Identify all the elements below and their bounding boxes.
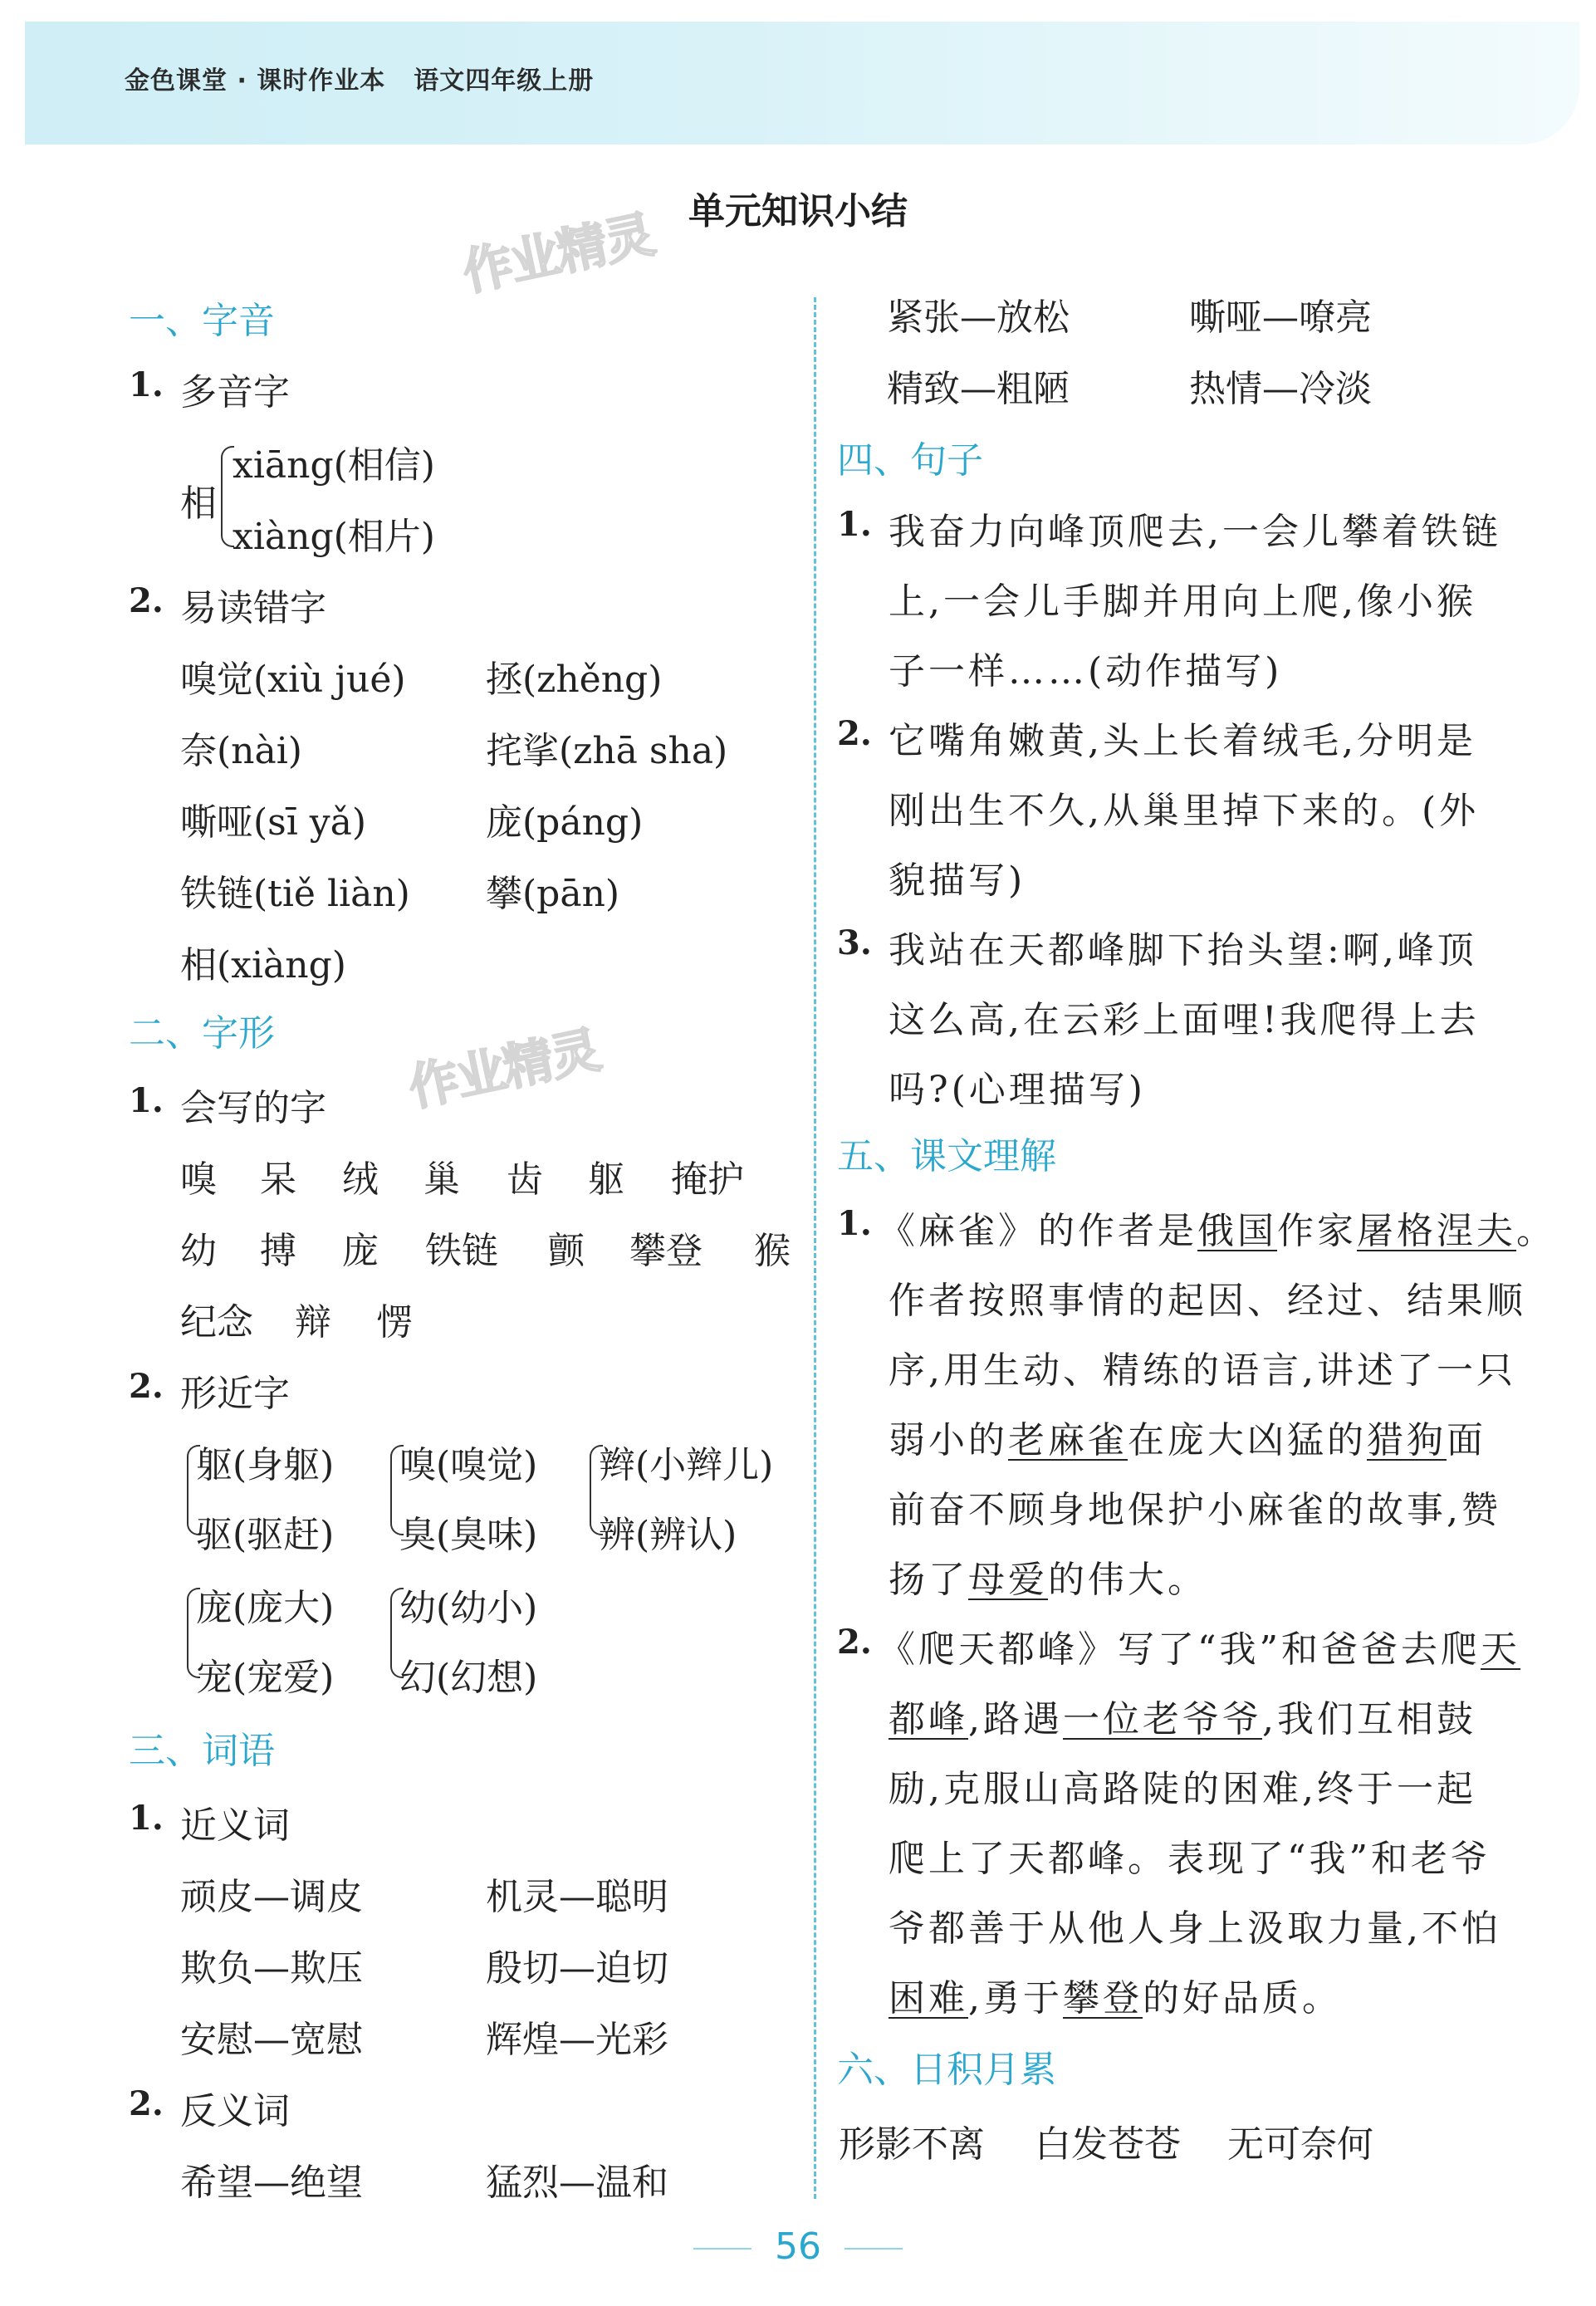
sentence-line: 它嘴角嫩黄,头上长着绒毛,分明是 — [889, 720, 1476, 762]
page-title: 单元知识小结 — [688, 190, 908, 233]
antonym-pair: 希望—绝望 — [180, 2162, 363, 2204]
paragraph-number: 2. — [837, 1623, 872, 1662]
answer-blank: 屠格涅夫 — [1357, 1210, 1516, 1252]
paragraph-line: 爷都善于从他人身上汲取力量,不怕 — [889, 1907, 1501, 1950]
sentence-number: 3. — [837, 923, 872, 962]
sentence-line: 貌描写) — [889, 859, 1026, 902]
paragraph-line: 爬上了天都峰。表现了“我”和老爷 — [889, 1838, 1491, 1880]
similar-char: 庞(庞大) — [196, 1587, 335, 1629]
char: 躯 — [588, 1158, 624, 1201]
char: 铁链 — [425, 1230, 498, 1272]
page-footer — [0, 2225, 1596, 2268]
word-pinyin: 嗅觉(xiù jué) — [180, 659, 406, 701]
antonym-pair: 嘶哑—嘹亮 — [1189, 296, 1372, 339]
word-pinyin: 拯(zhěng) — [486, 659, 663, 701]
word-pinyin: 嘶哑(sī yǎ) — [180, 801, 367, 844]
char: 齿 — [507, 1158, 543, 1201]
char: 愣 — [376, 1301, 413, 1344]
similar-char: 嗅(嗅觉) — [399, 1444, 538, 1486]
watermark-top: 作业精灵 — [458, 205, 658, 303]
header-text — [125, 60, 594, 96]
sentence-line: 子一样……(动作描写) — [889, 650, 1283, 693]
char: 搏 — [260, 1230, 296, 1272]
word-pinyin: 奈(nài) — [180, 730, 302, 772]
item-label: 形近字 — [180, 1373, 290, 1415]
paragraph-line: 《爬天都峰》写了“我”和爸爸去爬天 — [879, 1628, 1520, 1671]
synonym-pair: 欺负—欺压 — [180, 1947, 363, 1990]
antonym-pair: 精致—粗陋 — [887, 368, 1070, 410]
sentence-number: 1. — [837, 505, 872, 544]
header-book: 语文四年级上册 — [414, 66, 595, 95]
answer-blank: 困难 — [889, 1977, 968, 2020]
item-label: 近义词 — [180, 1804, 290, 1847]
char: 猴 — [754, 1230, 791, 1272]
header-series: 金色课堂 · 课时作业本 — [125, 66, 386, 95]
char: 掩护 — [671, 1158, 744, 1201]
char: 庞 — [342, 1230, 379, 1272]
paragraph-number: 1. — [837, 1204, 872, 1243]
char: 颤 — [548, 1230, 585, 1272]
word-pinyin: 挓挲(zhā sha) — [486, 730, 728, 772]
item-label: 会写的字 — [180, 1087, 326, 1129]
paragraph-line: 都峰,路遇一位老爷爷,我们互相鼓 — [889, 1698, 1476, 1741]
sentence-line: 吗?(心理描写) — [889, 1069, 1146, 1111]
synonym-pair: 顽皮—调皮 — [180, 1876, 363, 1918]
similar-char: 辨(辨认) — [599, 1514, 737, 1556]
polyphone-reading-1: xiāng(相信) — [233, 444, 435, 487]
antonym-pair: 紧张—放松 — [887, 296, 1070, 339]
item-label: 易读错字 — [180, 587, 326, 629]
sentence-line: 这么高,在云彩上面哩!我爬得上去 — [889, 999, 1480, 1041]
char: 呆 — [260, 1158, 296, 1201]
synonym-pair: 殷切—迫切 — [486, 1947, 668, 1990]
item-number: 2. — [129, 581, 164, 620]
sentence-line: 上,一会儿手脚并用向上爬,像小猴 — [889, 580, 1476, 623]
footer-rule — [693, 2248, 751, 2250]
sentence-line: 刚出生不久,从巢里掉下来的。(外 — [889, 790, 1480, 832]
similar-char: 辫(小辫儿) — [599, 1444, 774, 1486]
paragraph-line: 困难,勇于攀登的好品质。 — [889, 1977, 1342, 2020]
paragraph-line: 扬了母爱的伟大。 — [889, 1559, 1207, 1601]
answer-blank: 都峰 — [889, 1698, 968, 1741]
section-title-glyphs: 二、字形 — [129, 1012, 275, 1055]
paragraph-line: 序,用生动、精练的语言,讲述了一只 — [889, 1349, 1516, 1392]
answer-blank: 俄国 — [1197, 1210, 1277, 1252]
char: 巢 — [423, 1158, 460, 1201]
section-title-pronunciation: 一、字音 — [129, 300, 275, 342]
section-title-accumulation: 六、日积月累 — [837, 2049, 1056, 2091]
paragraph-line: 前奋不顾身地保护小麻雀的故事,赞 — [889, 1489, 1501, 1531]
polyphone-char: 相 — [180, 482, 217, 525]
answer-blank: 攀登 — [1063, 1977, 1143, 2020]
item-number: 1. — [129, 1799, 164, 1838]
paragraph-line: 弱小的老麻雀在庞大凶猛的猎狗面 — [889, 1419, 1486, 1461]
word-pinyin: 攀(pān) — [486, 873, 620, 915]
synonym-pair: 安慰—宽慰 — [180, 2019, 363, 2061]
char: 攀登 — [629, 1230, 703, 1272]
answer-blank: 一位老爷爷 — [1063, 1698, 1262, 1741]
char: 幼 — [180, 1230, 217, 1272]
paragraph-line: 励,克服山高路陡的困难,终于一起 — [889, 1768, 1476, 1810]
word-pinyin: 相(xiàng) — [180, 944, 346, 987]
similar-char: 幼(幼小) — [399, 1587, 538, 1629]
similar-char: 臭(臭味) — [399, 1514, 538, 1556]
item-label: 多音字 — [180, 371, 290, 414]
char: 纪念 — [180, 1301, 253, 1344]
idiom: 形影不离 — [839, 2123, 985, 2166]
sentence-number: 2. — [837, 714, 872, 753]
answer-blank: 母爱 — [968, 1559, 1048, 1601]
watermark-middle: 作业精灵 — [404, 1021, 605, 1119]
antonym-pair: 热情—冷淡 — [1189, 368, 1372, 410]
sentence-line: 我奋力向峰顶爬去,一会儿攀着铁链 — [889, 511, 1501, 553]
polyphone-reading-2: xiàng(相片) — [233, 516, 435, 558]
item-number: 2. — [129, 1367, 164, 1406]
paragraph-line: 《麻雀》的作者是俄国作家屠格涅夫。 — [879, 1210, 1556, 1252]
char: 辩 — [295, 1301, 331, 1344]
column-divider — [814, 297, 816, 2199]
item-number: 2. — [129, 2084, 164, 2123]
similar-char: 驱(驱赶) — [196, 1514, 335, 1556]
sentence-line: 我站在天都峰脚下抬头望:啊,峰顶 — [889, 929, 1477, 972]
page-number: 56 — [775, 2225, 821, 2268]
word-pinyin: 庞(páng) — [486, 801, 644, 844]
char: 绒 — [342, 1158, 379, 1201]
similar-char: 躯(身躯) — [196, 1444, 335, 1486]
answer-blank: 猎狗 — [1367, 1419, 1447, 1461]
idiom: 白发苍苍 — [1035, 2123, 1181, 2166]
paragraph-line: 作者按照事情的起因、经过、结果顺 — [889, 1280, 1526, 1322]
footer-rule — [845, 2248, 903, 2250]
item-number: 1. — [129, 1081, 164, 1120]
item-label: 反义词 — [180, 2090, 290, 2132]
item-number: 1. — [129, 365, 164, 404]
answer-blank: 天 — [1481, 1628, 1520, 1671]
word-pinyin: 铁链(tiě liàn) — [180, 873, 410, 915]
answer-blank: 老麻雀 — [1008, 1419, 1128, 1461]
antonym-pair: 猛烈—温和 — [486, 2162, 668, 2204]
section-title-vocabulary: 三、词语 — [129, 1730, 275, 1772]
synonym-pair: 辉煌—光彩 — [486, 2019, 668, 2061]
idiom: 无可奈何 — [1227, 2123, 1373, 2166]
char: 嗅 — [180, 1158, 217, 1201]
synonym-pair: 机灵—聪明 — [486, 1876, 668, 1918]
similar-char: 宠(宠爱) — [196, 1657, 335, 1699]
section-title-comprehension: 五、课文理解 — [837, 1135, 1056, 1177]
similar-char: 幻(幻想) — [399, 1657, 538, 1699]
section-title-sentences: 四、句子 — [837, 439, 983, 482]
